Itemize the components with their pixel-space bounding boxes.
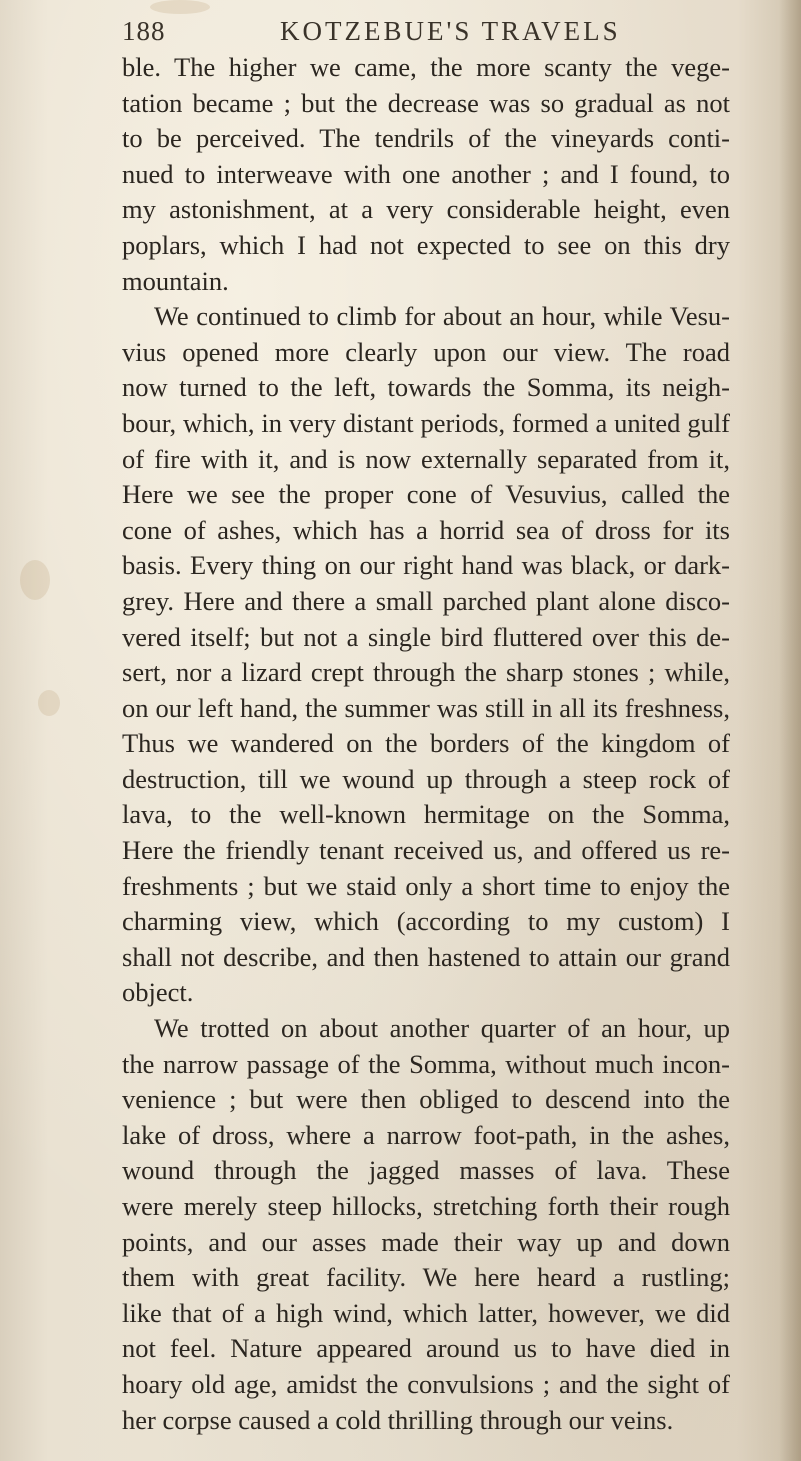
text-line: points, and our asses made their way up and down	[122, 1226, 730, 1257]
running-head-title: KOTZEBUE'S TRAVELS	[280, 16, 621, 46]
text-line: shall not describe, and then hastened to attain our grand	[122, 941, 730, 972]
text-line: her corpse caused a cold thrilling through our veins.	[122, 1404, 674, 1435]
text-line: We trotted on about another quarter of an hour, up	[154, 1013, 730, 1044]
page-number: 188	[122, 16, 166, 46]
text-line: venience ; but were then obliged to descend into the	[122, 1084, 730, 1115]
text-line: basis. Every thing on our right hand was black, or dark-	[122, 550, 730, 581]
text-line: object.	[122, 977, 194, 1008]
running-head	[122, 6, 732, 46]
text-line: ble. The higher we came, the more scanty the vege-	[122, 52, 730, 82]
text-line: freshments ; but we staid only a short time to enjoy the	[122, 870, 730, 901]
text-line: wound through the jagged masses of lava. These	[122, 1155, 730, 1186]
text-line: sert, nor a lizard crept through the sharp stones ; while,	[122, 657, 730, 688]
text-line: like that of a high wind, which latter, however, we did	[122, 1297, 730, 1328]
paper-stain	[20, 560, 50, 600]
text-line: on our left hand, the summer was still in all its freshness,	[122, 692, 730, 723]
text-line: tation became ; but the decrease was so gradual as not	[122, 87, 730, 118]
text-line: charming view, which (according to my custom) I	[122, 906, 730, 937]
text-line: were merely steep hillocks, stretching forth their rough	[122, 1191, 730, 1221]
text-line: the narrow passage of the Somma, without much incon-	[122, 1048, 730, 1079]
text-line: now turned to the left, towards the Somma, its neigh-	[122, 372, 730, 403]
text-line: lake of dross, where a narrow foot-path, in the ashes,	[122, 1119, 730, 1150]
text-line: to be perceived. The tendrils of the vineyards conti-	[122, 123, 730, 154]
text-line: Here the friendly tenant received us, and offered us re-	[122, 835, 730, 866]
page-edge-shadow	[779, 0, 801, 1461]
text-line: Here we see the proper cone of Vesuvius, called the	[122, 479, 730, 510]
text-line: vius opened more clearly upon our view. The road	[122, 336, 730, 367]
text-line: Thus we wandered on the borders of the kingdom of	[122, 728, 730, 759]
text-line: We continued to climb for about an hour, while Vesu-	[154, 301, 730, 332]
text-line: them with great facility. We here heard a rustling;	[122, 1262, 730, 1293]
paper-stain	[38, 690, 60, 716]
text-line: lava, to the well-known hermitage on the Somma,	[122, 799, 730, 830]
body-text	[122, 50, 730, 1438]
text-line: vered itself; but not a single bird fluttered over this de-	[122, 621, 730, 652]
text-line: not feel. Nature appeared around us to have died in	[122, 1333, 730, 1364]
text-line: hoary old age, amidst the convulsions ; and the sight of	[122, 1368, 730, 1399]
text-line: nued to interweave with one another ; and I found, to	[122, 158, 730, 189]
text-line: poplars, which I had not expected to see on this dry	[122, 229, 730, 260]
text-line: mountain.	[122, 265, 229, 296]
text-line: my astonishment, at a very considerable height, even	[122, 194, 730, 225]
text-line: grey. Here and there a small parched plant alone disco-	[122, 585, 730, 616]
text-line: of fire with it, and is now externally separated from it,	[122, 443, 730, 474]
text-line: cone of ashes, which has a horrid sea of dross for its	[122, 514, 730, 545]
text-line: destruction, till we wound up through a steep rock of	[122, 763, 730, 794]
text-line: bour, which, in very distant periods, formed a united gulf	[122, 407, 730, 438]
